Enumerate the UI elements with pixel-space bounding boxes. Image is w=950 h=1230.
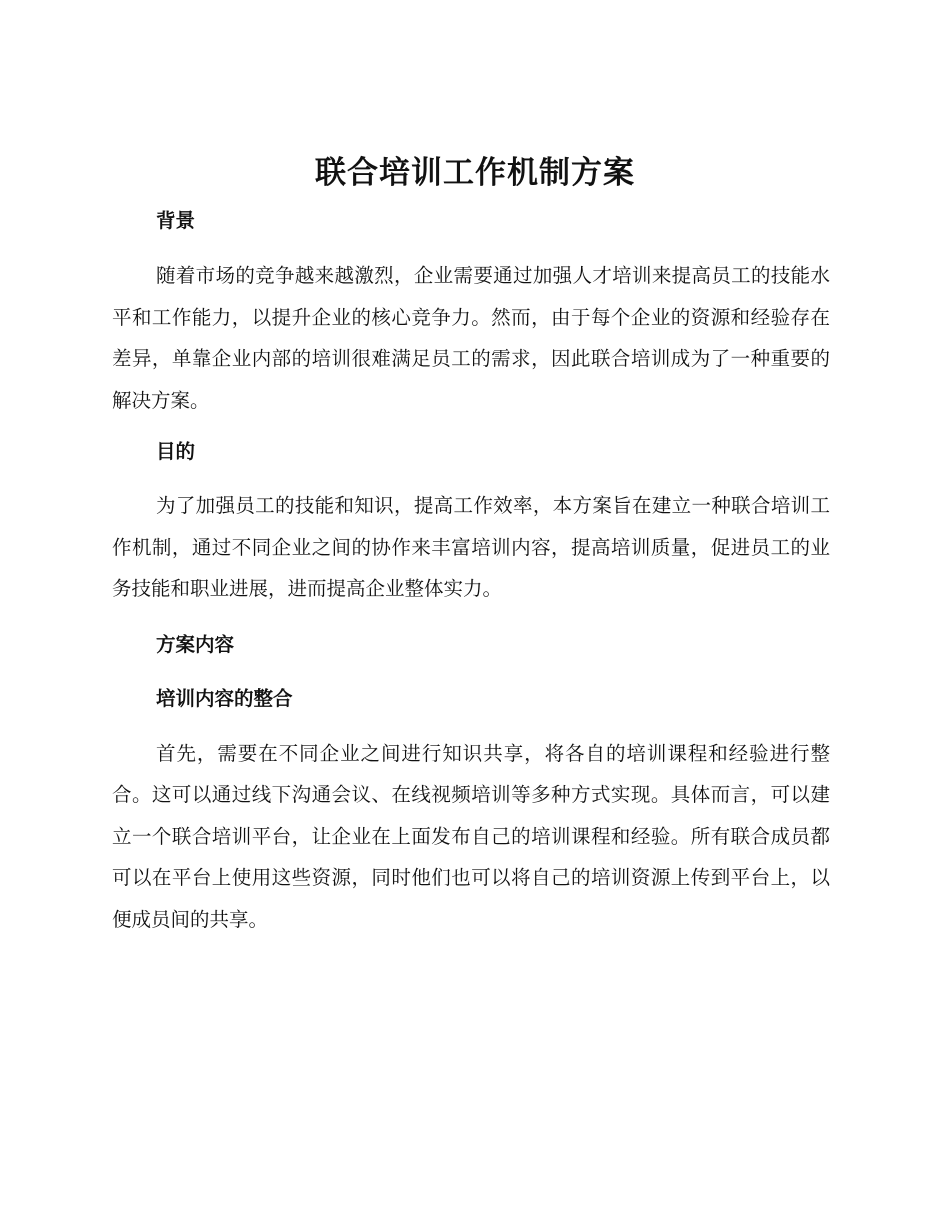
document-body — [112, 202, 830, 940]
section-heading-background: 背景 — [156, 209, 196, 232]
document-title: 联合培训工作机制方案 — [315, 155, 635, 191]
section-heading-purpose: 目的 — [156, 440, 196, 463]
section-paragraph-background: 随着市场的竞争越来越激烈，企业需要通过加强人才培训来提高员工的技能水平和工作能力，以提升企业的核心竞争力。然而，由于每个企业的资源和经验存在差异，单靠企业内部的培训很难满足员工的需求，因此联合培训成为了一种重要的解决方案。 — [112, 264, 830, 412]
section-heading-plan: 方案内容 — [156, 632, 235, 656]
section-paragraph-purpose: 为了加强员工的技能和知识，提高工作效率，本方案旨在建立一种联合培训工作机制，通过不同企业之间的协作来丰富培训内容，提高培训质量，促进员工的业务技能和职业进展，进而提高企业整体实力。 — [112, 494, 830, 600]
subsection-heading-integration: 培训内容的整合 — [156, 686, 293, 710]
subsection-paragraph-integration: 首先，需要在不同企业之间进行知识共享，将各自的培训课程和经验进行整合。这可以通过线下沟通会议、在线视频培训等多种方式实现。具体而言，可以建立一个联合培训平台，让企业在上面发布自己的培训课程和经验。所有联合成员都可以在平台上使用这些资源，同时他们也可以将自己的培训资源上传到平台上，以便成员间的共享。 — [112, 741, 830, 931]
